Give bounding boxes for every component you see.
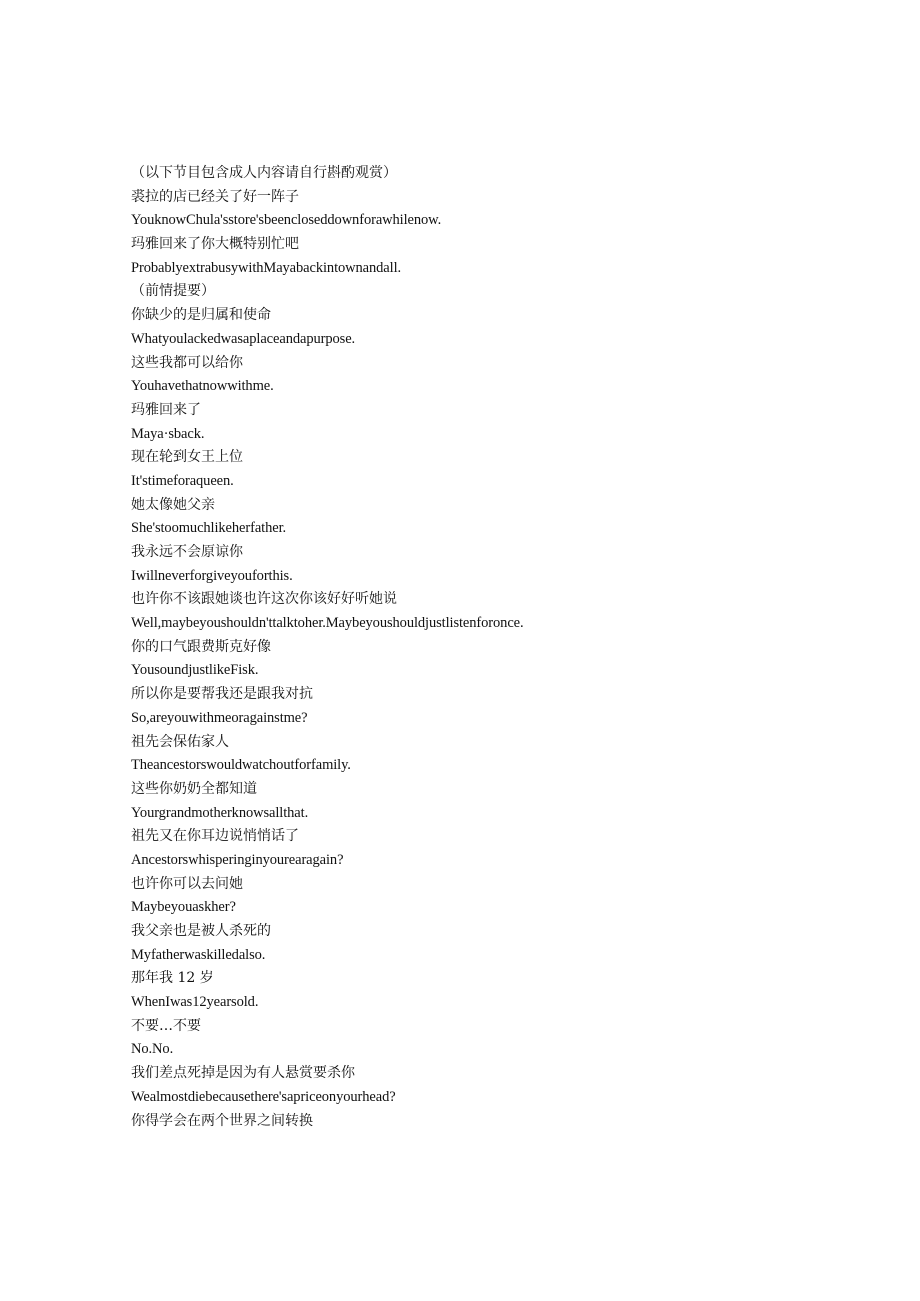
chinese-subtitle-line: 我永远不会原谅你 <box>131 544 243 560</box>
english-subtitle-line: It'stimeforaqueen. <box>131 472 234 489</box>
chinese-subtitle-line: 我们差点死掉是因为有人悬赏要杀你 <box>131 1065 355 1082</box>
english-subtitle-line: Maya·sback. <box>131 425 205 442</box>
english-subtitle-line: Well,maybeyoushouldn'ttalktoher.Maybeyoushouldjustlistenforonce. <box>131 615 524 632</box>
chinese-subtitle-line: 她太像她父亲 <box>131 496 215 513</box>
chinese-subtitle-line: 现在轮到女王上位 <box>131 449 243 466</box>
chinese-subtitle-line: 那年我 12 岁 <box>131 970 214 987</box>
english-subtitle-line: Iwillneverforgiveyouforthis. <box>131 567 293 584</box>
english-subtitle-line: Ancestorswhisperinginyourearagain? <box>131 851 344 868</box>
chinese-subtitle-line: 你的口气跟费斯克好像 <box>131 638 271 655</box>
chinese-subtitle-line: 玛雅回来了 <box>131 401 201 418</box>
english-subtitle-line: Whatyoulackedwasaplaceandapurpose. <box>131 330 356 347</box>
english-subtitle-line: YousoundjustlikeFisk. <box>131 662 259 679</box>
chinese-subtitle-line: 这些你奶奶全都知道 <box>131 780 257 797</box>
english-subtitle-line: Youhavethatnowwithme. <box>131 378 274 395</box>
chinese-subtitle-line: 所以你是要帮我还是跟我对抗 <box>131 686 313 703</box>
english-subtitle-line: Yourgrandmotherknowsallthat. <box>131 804 309 821</box>
english-subtitle-line: No.No. <box>131 1041 174 1058</box>
chinese-subtitle-line: 祖先又在你耳边说悄悄话了 <box>131 828 299 845</box>
chinese-subtitle-line: （前情提要） <box>131 283 215 300</box>
chinese-subtitle-line: 不要…不要 <box>131 1017 201 1034</box>
chinese-subtitle-line: （以下节目包含成人内容请自行斟酌观赏） <box>131 165 397 181</box>
chinese-subtitle-line: 我父亲也是被人杀死的 <box>131 923 271 939</box>
chinese-subtitle-line: 你得学会在两个世界之间转换 <box>131 1112 313 1129</box>
english-subtitle-line: Theancestorswouldwatchoutforfamily. <box>131 757 351 774</box>
english-subtitle-line: Wealmostdiebecausethere'sapriceonyourhead? <box>131 1088 396 1105</box>
english-subtitle-line: Myfatherwaskilledalso. <box>131 946 266 963</box>
chinese-subtitle-line: 这些我都可以给你 <box>131 354 243 371</box>
english-subtitle-line: She'stoomuchlikeherfather. <box>131 520 287 537</box>
english-subtitle-line: WhenIwas12yearsold. <box>131 994 259 1011</box>
chinese-subtitle-line: 祖先会保佑家人 <box>131 733 229 750</box>
english-subtitle-line: Maybeyouaskher? <box>131 899 236 916</box>
chinese-subtitle-line: 也许你不该跟她谈也许这次你该好好听她说 <box>131 591 397 608</box>
chinese-subtitle-line: 玛雅回来了你大概特别忙吧 <box>131 236 299 253</box>
english-subtitle-line: YouknowChula'sstore'sbeencloseddownforawhilenow. <box>131 212 442 229</box>
subtitle-transcript <box>131 162 891 1133</box>
english-subtitle-line: ProbablyextrabusywithMayabackintownandall. <box>131 259 402 276</box>
chinese-subtitle-line: 裘拉的店已经关了好一阵子 <box>131 188 299 205</box>
english-subtitle-line: So,areyouwithmeoragainstme? <box>131 709 308 726</box>
chinese-subtitle-line: 也许你可以去问她 <box>131 875 243 892</box>
chinese-subtitle-line: 你缺少的是归属和使命 <box>131 307 271 324</box>
